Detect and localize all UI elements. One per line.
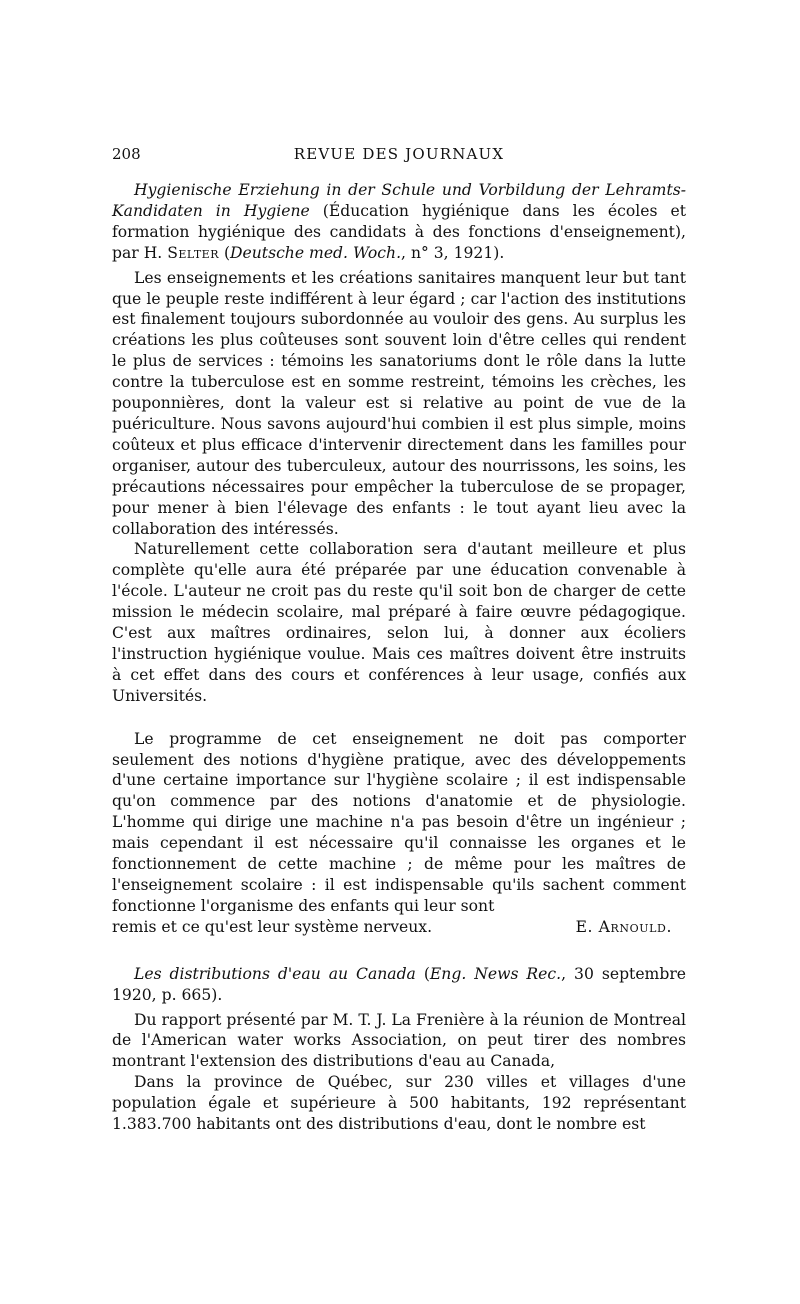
article1-source-details: , n° 3, 1921). xyxy=(401,243,505,262)
article1-author: Selter xyxy=(167,243,219,262)
spacer xyxy=(112,707,686,729)
article1-heading xyxy=(112,180,686,264)
article1-paragraph-1: Les enseignements et les créations sanitaires manquent leur but tant que le peuple reste indifférent à leur égard ; car l'action des institutions est finalement toujours subordonnée au vouloir des gens. Au surplus les créations les plus coûteuses sont souvent loin d'être celles qui rendent le plus de services : témoins les sanatoriums dont le rôle dans la lutte contre la tuberculose est en somme restreint, témoins les crèches, les pouponnières, dont la valeur est si relative au point de vue de la puériculture. Nous savons aujourd'hui combien il est plus simple, moins coûteux et plus efficace d'intervenir directement dans les familles pour organiser, autour des tuberculeux, autour des nourrissons, les soins, les précautions nécessaires pour empêcher la tuberculose de se propager, pour mener à bien l'élevage des enfants : le tout ayant lieu avec la collaboration des intéressés. xyxy=(112,268,686,538)
article2-title: Les distributions d'eau au Canada xyxy=(134,964,416,983)
page-number: 208 xyxy=(112,145,141,163)
article1-signature: E. Arnould. xyxy=(575,917,672,936)
page xyxy=(112,144,686,1135)
article2-source-journal: Eng. News Rec. xyxy=(429,964,562,983)
article1-source-open: ( xyxy=(218,243,231,262)
article1-paragraph-2: Naturellement cette collaboration sera d'autant meilleure et plus complète qu'elle aura été préparée par une éducation convenable à l'école. L'auteur ne croit pas du reste qu'il soit bon de charger de cette mission le médecin scolaire, mal préparé à faire œuvre pédagogique. C'est aux maîtres ordinaires, selon lui, à donner aux écoliers l'instruction hygiénique voulue. Mais ces maîtres doivent être instruits à cet effet dans des cours et conférences à leur usage, confiés aux Universités. xyxy=(112,540,686,705)
article1-paragraph-3: Le programme de cet enseignement ne doit pas comporter seulement des notions d'hygiène pratique, avec des développements d'une certaine importance sur l'hygiène scolaire ; il est indispensable qu'on commence par des notions d'anatomie et de physiologie. L'homme qui dirige une machine n'a pas besoin d'être un ingénieur ; mais cependant il est nécessaire qu'il connaisse les organes et le fonctionnement de cette machine ; de même pour les maîtres de l'enseignement scolaire : il est indispensable qu'ils sachent comment fonctionne l'organisme des enfants qui leur sont xyxy=(112,729,686,915)
article1-closing-line xyxy=(112,917,686,938)
article2-heading xyxy=(112,964,686,1006)
article1-title-translation: (Éducation hygiénique dans les écoles et formation hygiénique des candidats à des fonctions d'enseignement), par H. xyxy=(112,201,686,262)
journal-title: REVUE DES JOURNAUX xyxy=(293,145,505,163)
article2-paragraph-1: Du rapport présenté par M. T. J. La Frenière à la réunion de Montreal de l'American water works Association, on peut tirer des nombres montrant l'extension des distributions d'eau au Canada, xyxy=(112,1010,686,1071)
running-head xyxy=(112,144,686,166)
article2-source-details: , 30 septembre 1920, p. 665). xyxy=(112,964,686,1004)
article1-last-line: remis et ce qu'est leur système nerveux. xyxy=(112,917,433,936)
article2-paragraph-2: Dans la province de Québec, sur 230 villes et villages d'une population égale et supérieure à 500 habitants, 192 représentant 1.383.700 habitants ont des distributions d'eau, dont le nombre est xyxy=(112,1073,686,1134)
article1-source-journal: Deutsche med. Woch. xyxy=(230,243,402,262)
article1-title: Hygienische Erziehung in der Schule und Vorbildung der Lehramts-Kandidaten in Hygiene xyxy=(112,181,686,220)
spacer xyxy=(112,938,686,960)
article2-source-open: ( xyxy=(415,964,430,983)
